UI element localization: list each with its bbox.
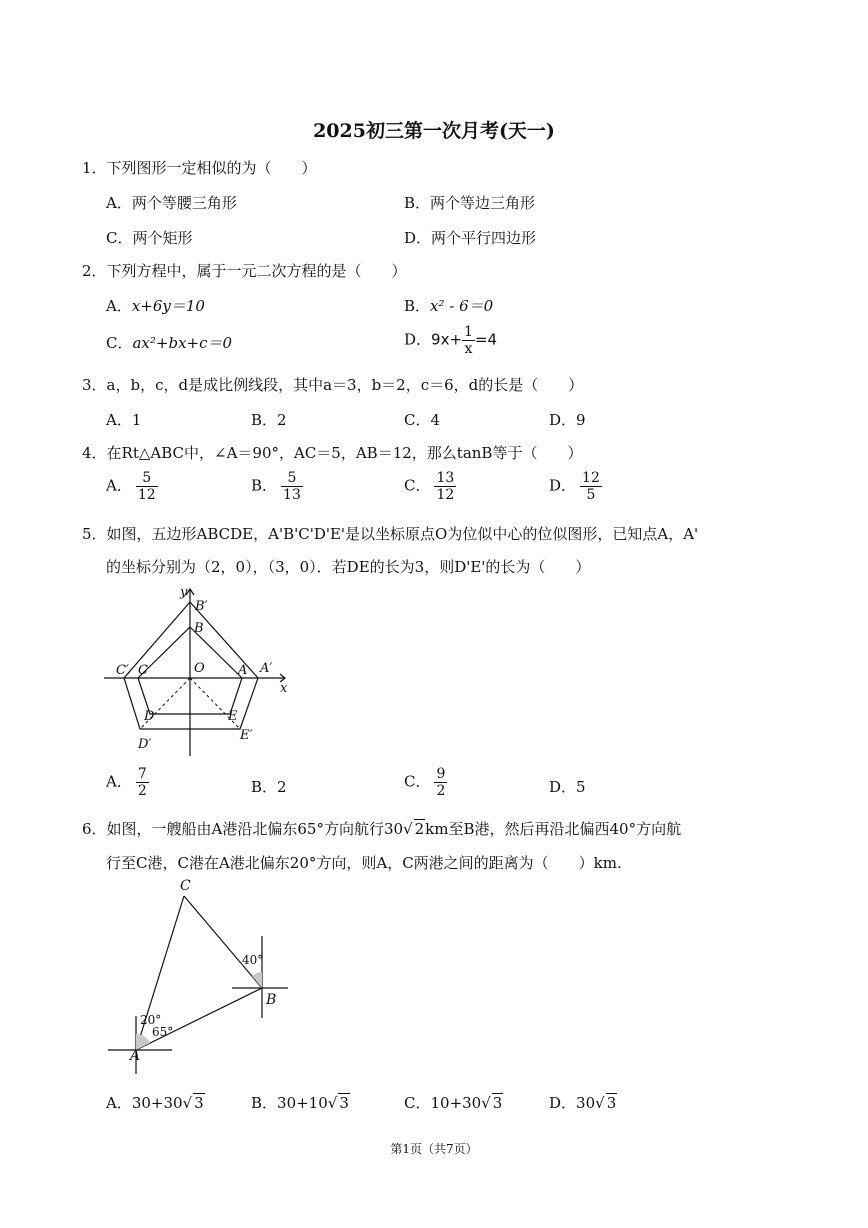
q3-option-c: C．4	[404, 411, 441, 429]
point-e2-label: E′	[240, 728, 253, 743]
q5-stem-line1: 5．如图，五边形ABCDE，A'B'C'D'E'是以坐标原点O为位似中心的位似图形，已知点A，A'	[82, 525, 699, 543]
q5-pentagon-figure	[100, 584, 310, 760]
q4-option-a: A． $\frac{5}{12}$	[106, 470, 156, 503]
page-title: 2025初三第一次月考(天一)	[313, 120, 555, 142]
q3-stem: 3．a，b，c，d是成比例线段，其中a＝3，b＝2，c＝6，d的长是（ ）	[82, 376, 584, 394]
point-a-label: A	[238, 663, 248, 678]
q4-option-b: B． $\frac{5}{13}$	[251, 470, 301, 503]
q5-option-c: C． $\frac{9}{2}$	[404, 766, 446, 799]
point-e-label: E	[228, 709, 238, 724]
point-c2-label: C′	[116, 663, 129, 678]
q6-option-c: C．10+30√ 3	[404, 1094, 503, 1112]
q6-stem-line2: 行至C港，C港在A港北偏东20°方向，则A，C两港之间的距离为（ ）km.	[106, 854, 622, 872]
q3-option-a: A．1	[106, 411, 142, 429]
q2-option-b: B．x² - 6＝0	[404, 297, 494, 315]
q6-navigation-figure	[100, 876, 300, 1076]
q5-option-a: A． $\frac{7}{2}$	[106, 766, 147, 799]
q2-option-c: C．ax²+bx+c＝0	[106, 334, 233, 352]
q3-option-d: D．9	[549, 411, 586, 429]
q3-option-b: B．2	[251, 411, 287, 429]
q5-stem-line2: 的坐标分别为（2，0），（3，0）．若DE的长为3，则D'E'的长为（ ）	[106, 558, 591, 576]
axis-y-label: y	[180, 585, 188, 600]
port-c-label: C	[180, 878, 191, 894]
angle-20-label: 20°	[140, 1013, 162, 1027]
q4-option-d: D． $\frac{12}{5}$	[549, 470, 600, 503]
q4-stem: 4．在Rt△ABC中，∠A＝90°，AC＝5，AB＝12，那么tanB等于（ ）	[82, 444, 583, 462]
point-o-label: O	[194, 661, 205, 676]
point-b2-label: B′	[195, 599, 208, 614]
point-b-label: B	[194, 621, 204, 636]
q1-option-d: D．两个平行四边形	[404, 229, 537, 247]
q1-option-a: A．两个等腰三角形	[106, 194, 237, 212]
q1-option-c: C．两个矩形	[106, 229, 193, 247]
q5-option-d: D．5	[549, 778, 586, 796]
point-d2-label: D′	[138, 737, 152, 752]
q6-option-b: B．30+10√ 3	[251, 1094, 349, 1112]
angle-40-label: 40°	[242, 953, 264, 967]
page-footer: 第1页（共7页）	[390, 1142, 478, 1156]
point-c-label: C	[138, 663, 148, 678]
q1-stem: 1．下列图形一定相似的为（ ）	[82, 159, 317, 177]
point-d-label: D	[144, 709, 155, 724]
q6-option-a: A．30+30√ 3	[106, 1094, 204, 1112]
q5-option-b: B．2	[251, 778, 287, 796]
angle-65-label: 65°	[152, 1025, 174, 1039]
q4-option-c: C． $\frac{13}{12}$	[404, 470, 455, 503]
point-a2-label: A′	[260, 661, 273, 676]
q6-option-d: D．30√ 3	[549, 1094, 617, 1112]
port-a-label: A	[130, 1048, 141, 1064]
q6-stem-line1: 6．如图，一艘船由A港沿北偏东65°方向航行30√ 2km至B港，然后再沿北偏西40°方向航	[82, 820, 682, 838]
q2-option-a: A．x+6y＝10	[106, 297, 205, 315]
q2-stem: 2．下列方程中，属于一元二次方程的是（ ）	[82, 262, 407, 280]
axis-x-label: x	[280, 681, 288, 696]
port-b-label: B	[266, 992, 277, 1008]
q2-option-d: D．9x+ $\frac{1}{x}$ =4	[404, 324, 498, 357]
q1-option-b: B．两个等边三角形	[404, 194, 536, 212]
